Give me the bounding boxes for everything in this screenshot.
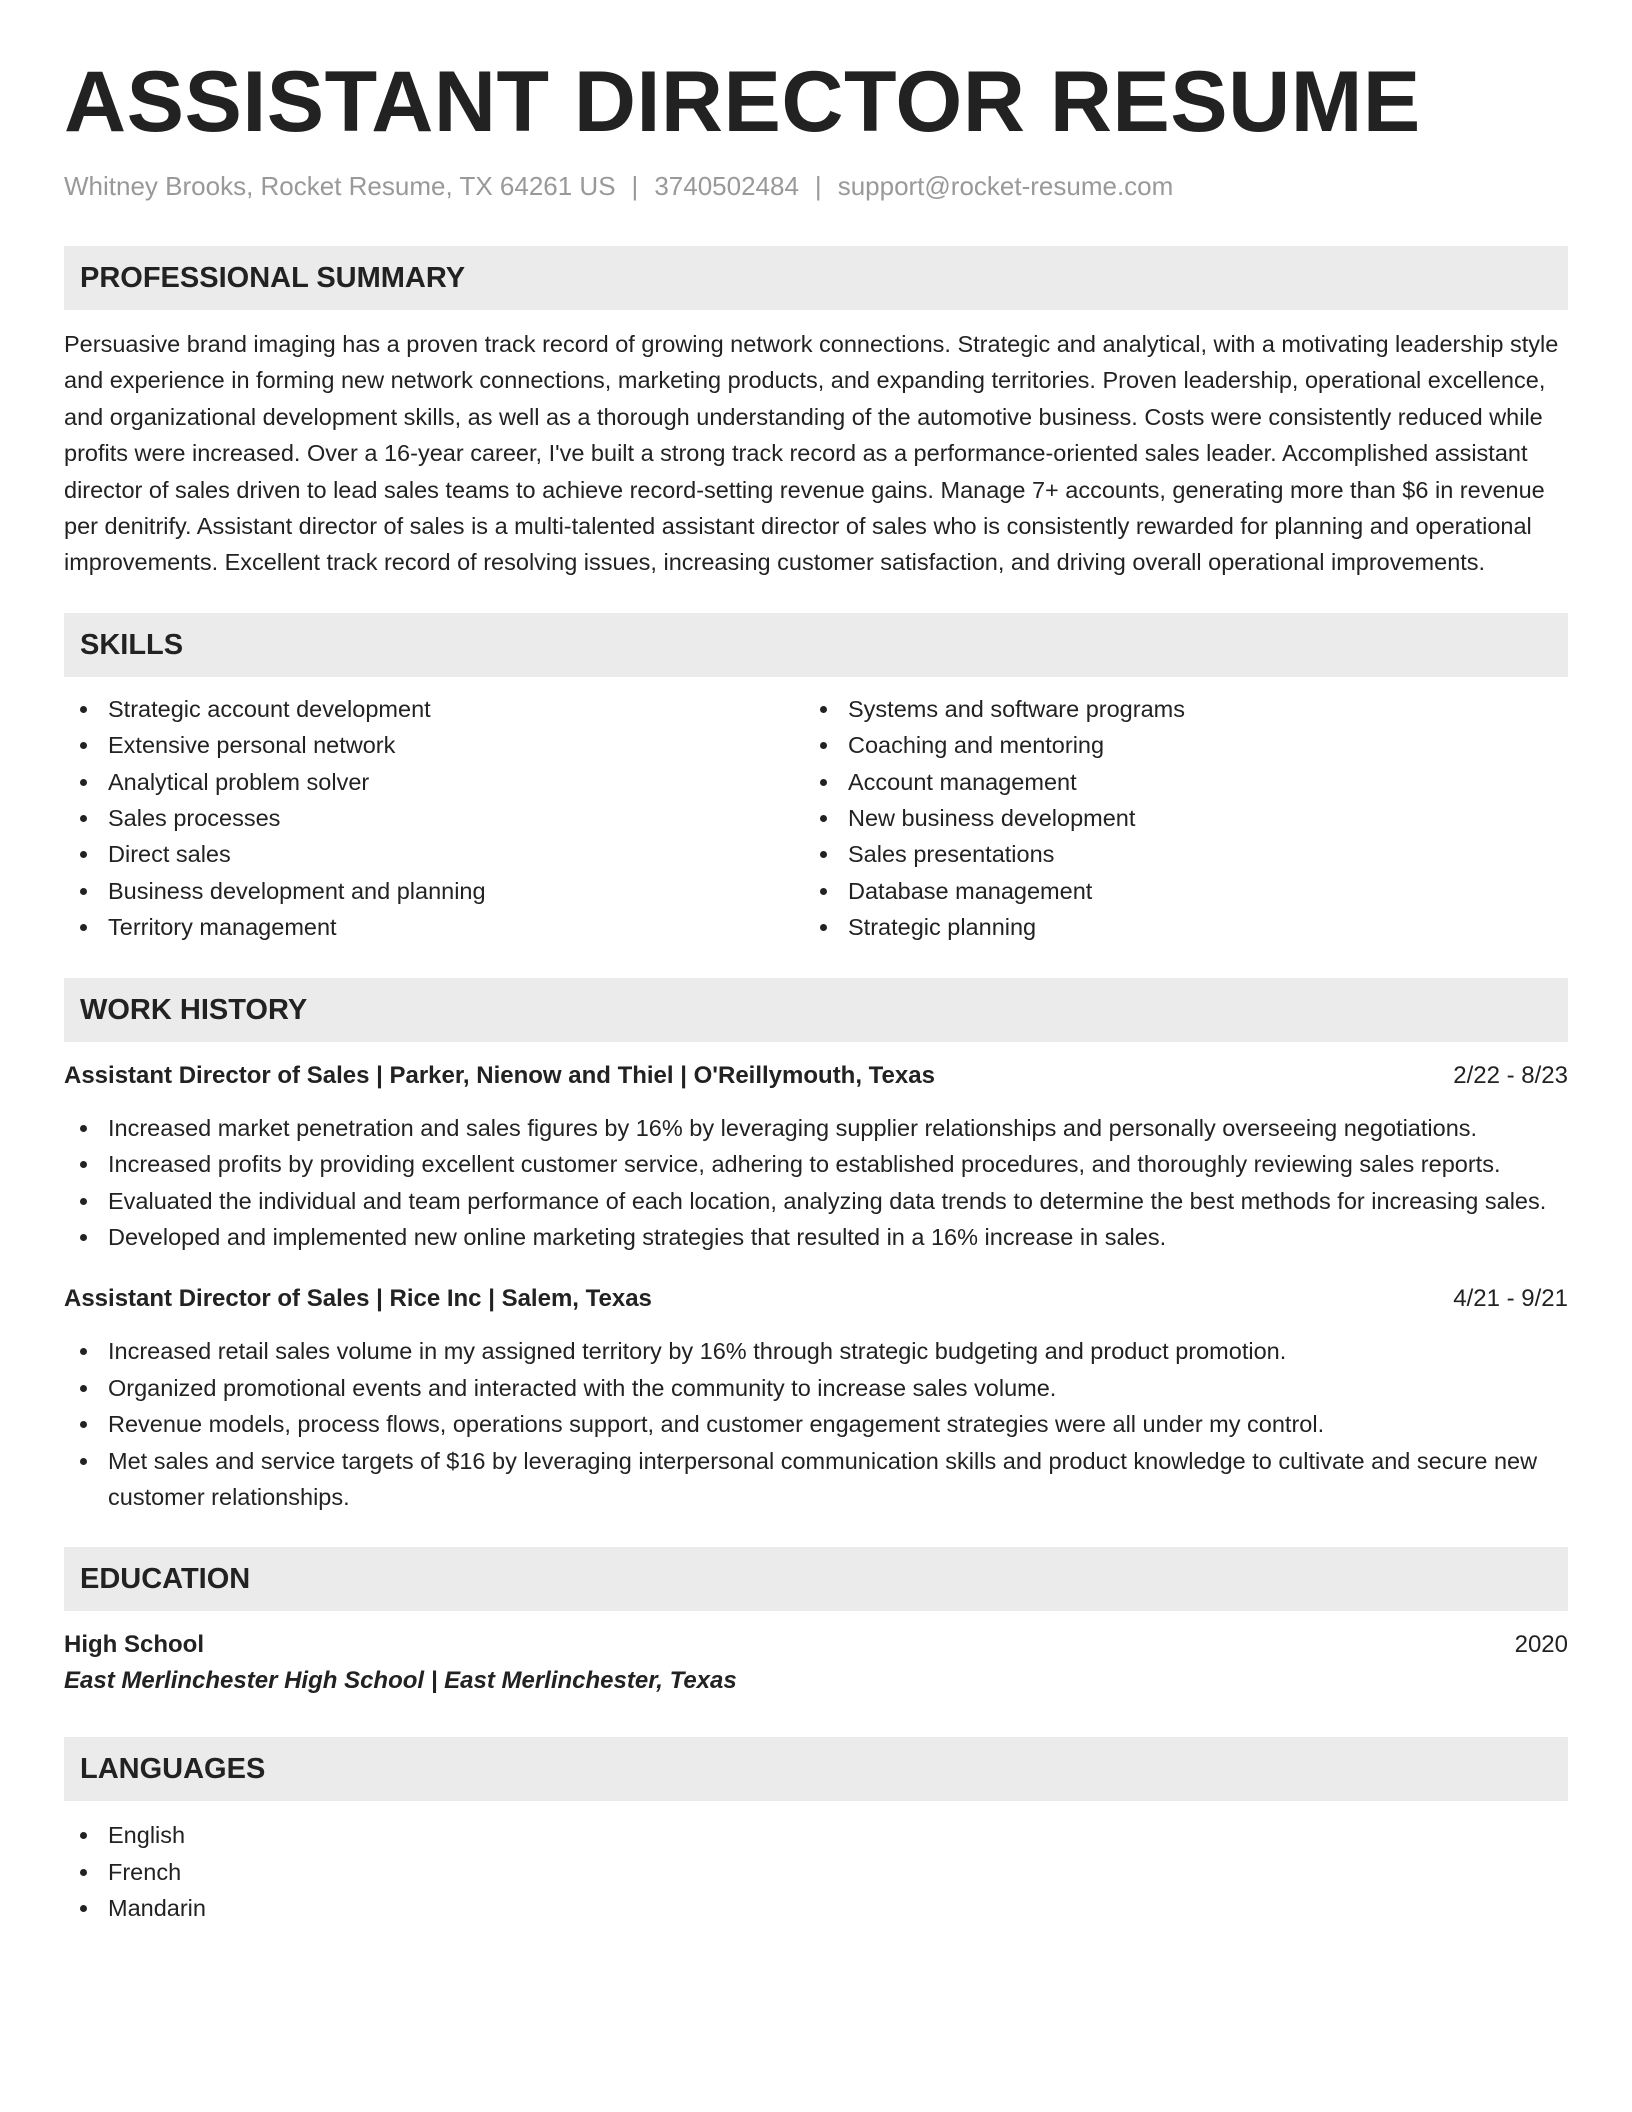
skill-item [64,727,804,763]
education-degree: High School [64,1631,204,1659]
education-entry [64,1627,1568,1699]
job-dates: 4/21 - 9/21 [1453,1285,1568,1313]
language-item [64,1817,1568,1853]
bullet-icon [80,1198,87,1205]
skills-section-header: SKILLS [64,613,1568,677]
summary-section-header: PROFESSIONAL SUMMARY [64,246,1568,310]
skill-label: Extensive personal network [108,732,396,759]
skill-item [804,727,1544,763]
language-label: French [108,1858,182,1885]
skill-item [64,836,804,872]
languages-section-header: LANGUAGES [64,1737,1568,1801]
skill-item [64,873,804,909]
job-header [64,1281,1568,1317]
job-bullet [64,1333,1568,1369]
skill-label: Systems and software programs [848,695,1185,722]
skill-item [804,691,1544,727]
job-bullet-text: Met sales and service targets of $16 by leveraging interpersonal communication skills and product knowledge to cultivate and secure new customer relationships. [108,1447,1538,1510]
skill-item [64,909,804,945]
contact-email: support@rocket-resume.com [837,171,1174,201]
skill-label: Strategic account development [108,695,431,722]
language-label: English [108,1822,186,1849]
languages-list [64,1817,1568,1926]
skills-column-left [64,691,804,946]
job-bullet [64,1146,1568,1182]
contact-address: Whitney Brooks, Rocket Resume, TX 64261 US [64,171,616,201]
job-bullet-text: Developed and implemented new online marketing strategies that resulted in a 16% increase in sales. [108,1223,1167,1250]
bullet-icon [820,742,827,749]
education-header [64,1627,1568,1663]
skills-list [64,691,1568,946]
bullet-icon [820,851,827,858]
job-title: Assistant Director of Sales | Rice Inc | Salem, Texas [64,1285,652,1313]
bullet-icon [80,1869,87,1876]
job-entry [64,1281,1568,1515]
job-bullet [64,1110,1568,1146]
bullet-icon [80,1832,87,1839]
bullet-icon [80,1125,87,1132]
bullet-icon [80,1458,87,1465]
job-bullet-text: Revenue models, process flows, operations support, and customer engagement strategies were all under my control. [108,1411,1325,1438]
skill-item [64,800,804,836]
skill-label: Database management [848,877,1093,904]
contact-separator: | [814,171,822,201]
job-bullet [64,1370,1568,1406]
education-section-header: EDUCATION [64,1547,1568,1611]
skill-label: Sales processes [108,805,281,832]
bullet-icon [820,706,827,713]
bullet-icon [80,706,87,713]
job-title: Assistant Director of Sales | Parker, Nienow and Thiel | O'Reillymouth, Texas [64,1061,935,1089]
job-bullets [64,1110,1568,1256]
bullet-icon [80,1161,87,1168]
job-bullet-text: Increased profits by providing excellent customer service, adhering to established procedures, and thoroughly reviewing sales reports. [108,1151,1501,1178]
work-history-section-header: WORK HISTORY [64,978,1568,1042]
job-bullet [64,1406,1568,1442]
summary-text: Persuasive brand imaging has a proven track record of growing network connections. Strategic and analytical, with a motivating leadership style and experience in forming new network connections, marketing products, and expanding territories. Proven leadership, operational excellence, and organizational development skills, as well as a thorough understanding of the automotive business. Costs were consistently reduced while profits were increased. Over a 16-year career, I've built a strong track record as a performance-oriented sales leader. Accomplished assistant director of sales driven to lead sales teams to achieve record-setting revenue gains. Manage 7+ accounts, generating more than $6 in revenue per denitrify. Assistant director of sales is a multi-talented assistant director of sales who is consistently rewarded for planning and operational improvements. Excellent track record of resolving issues, increasing customer satisfaction, and driving overall operational improvements. [64,331,1559,576]
education-school: East Merlinchester High School | East Merlinchester, Texas [64,1667,737,1695]
skills-column-right [804,691,1544,946]
bullet-icon [80,742,87,749]
skill-item [804,873,1544,909]
language-item [64,1890,1568,1926]
skill-item [64,691,804,727]
bullet-icon [80,888,87,895]
job-bullet [64,1443,1568,1516]
skill-label: Territory management [108,914,337,941]
job-bullet-text: Organized promotional events and interacted with the community to increase sales volume. [108,1374,1057,1401]
bullet-icon [80,1905,87,1912]
bullet-icon [80,779,87,786]
education-year: 2020 [1514,1631,1568,1659]
bullet-icon [80,815,87,822]
skill-item [804,800,1544,836]
skill-item [804,764,1544,800]
job-bullet [64,1219,1568,1255]
bullet-icon [80,851,87,858]
bullet-icon [80,924,87,931]
language-label: Mandarin [108,1895,206,1922]
bullet-icon [80,1421,87,1428]
resume-title: ASSISTANT DIRECTOR RESUME [64,54,1421,150]
job-bullet [64,1183,1568,1219]
skill-label: Coaching and mentoring [848,732,1105,759]
bullet-icon [80,1348,87,1355]
language-item [64,1854,1568,1890]
skill-label: Strategic planning [848,914,1037,941]
bullet-icon [80,1385,87,1392]
bullet-icon [820,779,827,786]
bullet-icon [80,1234,87,1241]
bullet-icon [820,815,827,822]
skill-item [804,909,1544,945]
job-entry [64,1058,1568,1256]
bullet-icon [820,888,827,895]
skill-item [64,764,804,800]
skill-label: Analytical problem solver [108,768,370,795]
job-dates: 2/22 - 8/23 [1453,1061,1568,1089]
contact-line [64,168,1568,204]
job-header [64,1058,1568,1094]
skill-label: Business development and planning [108,877,486,904]
job-bullet-text: Increased retail sales volume in my assigned territory by 16% through strategic budgeting and product promotion. [108,1338,1287,1365]
skill-item [804,836,1544,872]
job-bullets [64,1333,1568,1515]
job-bullet-text: Evaluated the individual and team performance of each location, analyzing data trends to determine the best methods for increasing sales. [108,1187,1547,1214]
skill-label: Account management [848,768,1077,795]
skill-label: Sales presentations [848,841,1055,868]
job-bullet-text: Increased market penetration and sales figures by 16% by leveraging supplier relationships and personally overseeing negotiations. [108,1114,1478,1141]
skill-label: New business development [848,805,1136,832]
contact-phone: 3740502484 [654,171,799,201]
skill-label: Direct sales [108,841,231,868]
bullet-icon [820,924,827,931]
contact-separator: | [631,171,639,201]
